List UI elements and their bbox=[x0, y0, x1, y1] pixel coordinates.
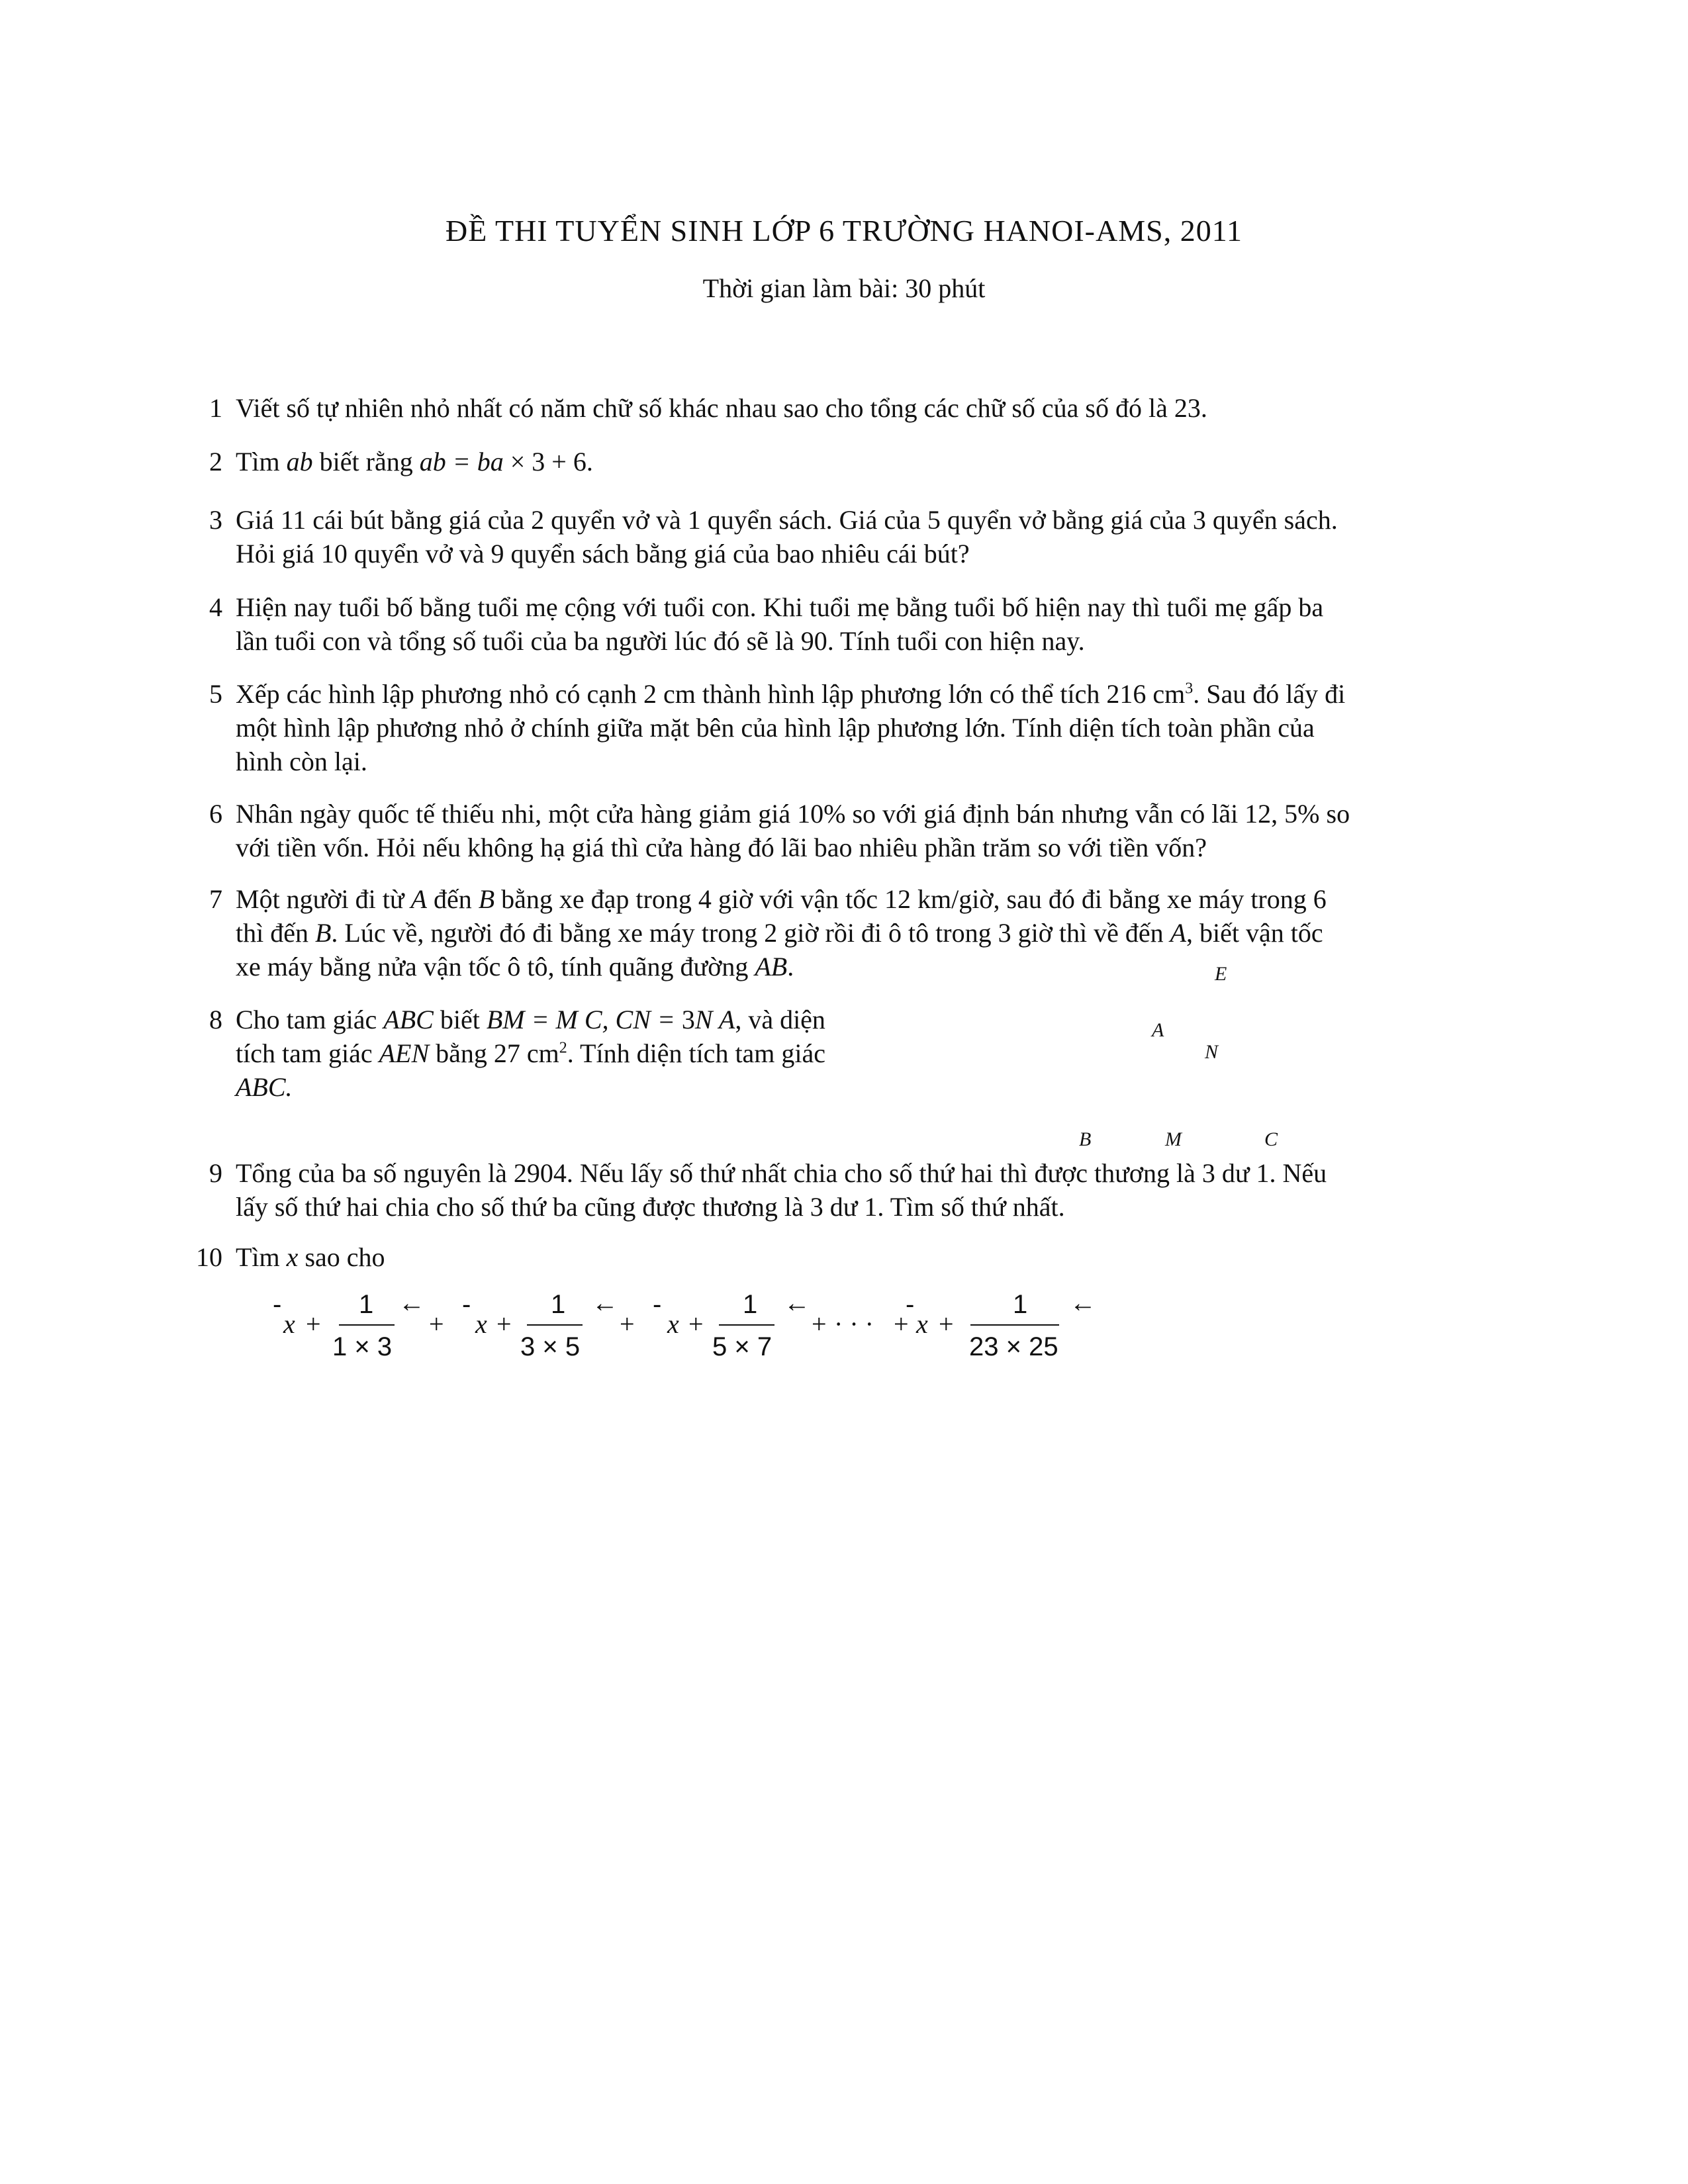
question-text: lần tuổi con và tổng số tuổi của ba người lúc đó sẽ là 90. Tính tuổi con hiện nay. bbox=[236, 626, 1085, 656]
question-number: 10 bbox=[196, 1242, 222, 1272]
question-number: 9 bbox=[209, 1158, 222, 1188]
question-text: Tổng của ba số nguyên là 2904. Nếu lấy số thứ nhất chia cho số thứ hai thì được thương là 3 dư 1. Nếu bbox=[236, 1158, 1327, 1188]
question-text: Tìm x sao cho bbox=[236, 1242, 385, 1272]
denominator: 5 × 7 bbox=[712, 1332, 773, 1361]
numerator: 1 bbox=[1013, 1290, 1028, 1319]
ellipsis: · · · bbox=[834, 1309, 874, 1339]
question-number: 7 bbox=[209, 884, 222, 914]
fraction-bar bbox=[719, 1324, 774, 1326]
bracket-mark: ← bbox=[784, 1289, 810, 1318]
question-number: 5 bbox=[209, 679, 222, 709]
point-label-a: A bbox=[1152, 1019, 1164, 1041]
denominator: 23 × 25 bbox=[969, 1332, 1058, 1361]
numerator: 1 bbox=[359, 1290, 374, 1319]
exam-title: ĐỀ THI TUYỂN SINH LỚP 6 TRƯỜNG HANOI-AMS, 2011 bbox=[445, 214, 1243, 248]
variable-x: x bbox=[667, 1309, 679, 1339]
bracket-mark: ← bbox=[399, 1289, 425, 1318]
denominator: 1 × 3 bbox=[332, 1332, 393, 1361]
question-text: Hiện nay tuổi bố bằng tuổi mẹ cộng với tuổi con. Khi tuổi mẹ bằng tuổi bố hiện nay thì tuổi mẹ gấp ba bbox=[236, 592, 1324, 622]
denominator: 3 × 5 bbox=[520, 1332, 581, 1361]
question-text: thì đến B. Lúc về, người đó đi bằng xe máy trong 2 giờ rồi đi ô tô trong 3 giờ thì về đến A, biết vận tốc bbox=[236, 918, 1323, 948]
plus-sign: + bbox=[688, 1309, 704, 1339]
numerator: 1 bbox=[743, 1290, 758, 1319]
bracket-mark: - bbox=[273, 1290, 282, 1319]
plus-sign: + bbox=[620, 1309, 635, 1339]
variable-x: x bbox=[283, 1309, 295, 1339]
question-number: 4 bbox=[209, 592, 222, 622]
point-label-m: M bbox=[1165, 1128, 1182, 1150]
question-number: 2 bbox=[209, 447, 222, 477]
question-text: Nhân ngày quốc tế thiếu nhi, một cửa hàng giảm giá 10% so với giá định bán nhưng vẫn có lãi 12, 5% so bbox=[236, 799, 1350, 829]
question-text: Cho tam giác ABC biết BM = M C, CN = 3N A, và diện bbox=[236, 1005, 825, 1034]
plus-sign: + bbox=[812, 1309, 827, 1339]
point-label-e: E bbox=[1215, 963, 1227, 985]
question-text: Hỏi giá 10 quyển vở và 9 quyển sách bằng giá của bao nhiêu cái bút? bbox=[236, 539, 970, 569]
plus-sign: + bbox=[496, 1309, 512, 1339]
bracket-mark: ← bbox=[592, 1289, 618, 1318]
plus-sign: + bbox=[429, 1309, 444, 1339]
plus-sign: + bbox=[894, 1309, 909, 1339]
plus-sign: + bbox=[939, 1309, 954, 1339]
question-text: xe máy bằng nửa vận tốc ô tô, tính quãng đường AB. bbox=[236, 952, 794, 981]
exam-duration: Thời gian làm bài: 30 phút bbox=[702, 273, 986, 303]
question-text: Tìm ab biết rằng ab = ba × 3 + 6. bbox=[236, 447, 593, 477]
question-number: 6 bbox=[209, 799, 222, 829]
point-label-n: N bbox=[1205, 1041, 1219, 1063]
fraction-bar bbox=[339, 1324, 395, 1326]
variable-x: x bbox=[475, 1309, 487, 1339]
fraction-bar bbox=[970, 1324, 1059, 1326]
question-number: 3 bbox=[209, 505, 222, 535]
question-text: Viết số tự nhiên nhỏ nhất có năm chữ số khác nhau sao cho tổng các chữ số của số đó là 23. bbox=[236, 393, 1207, 423]
bracket-mark: ← bbox=[1070, 1289, 1096, 1318]
triangle-figure bbox=[1046, 963, 1324, 1168]
question-number: 1 bbox=[209, 393, 222, 423]
question-text: Một người đi từ A đến B bằng xe đạp trong 4 giờ với vận tốc 12 km/giờ, sau đó đi bằng xe máy trong 6 bbox=[236, 884, 1327, 914]
question-text: hình còn lại. bbox=[236, 747, 367, 776]
question-text: Giá 11 cái bút bằng giá của 2 quyển vở và 1 quyển sách. Giá của 5 quyển vở bằng giá của 3 quyển sách. bbox=[236, 505, 1338, 535]
question-text: với tiền vốn. Hỏi nếu không hạ giá thì cửa hàng đó lãi bao nhiêu phần trăm so với tiền vốn? bbox=[236, 833, 1207, 862]
question-text: một hình lập phương nhỏ ở chính giữa mặt bên của hình lập phương lớn. Tính diện tích toàn phần của bbox=[236, 713, 1315, 743]
variable-x: x bbox=[916, 1309, 928, 1339]
question-text: Xếp các hình lập phương nhỏ có cạnh 2 cm thành hình lập phương lớn có thể tích 216 $cm^3$. Sau đó lấy đi bbox=[236, 679, 1346, 709]
bracket-mark: - bbox=[653, 1290, 662, 1319]
point-label-c: C bbox=[1264, 1128, 1278, 1150]
question-text: ABC. bbox=[236, 1072, 293, 1102]
question-number: 8 bbox=[209, 1005, 222, 1034]
point-label-b: B bbox=[1079, 1128, 1092, 1150]
question-text: tích tam giác AEN bằng 27 $cm^2$. Tính diện tích tam giác bbox=[236, 1038, 826, 1068]
bracket-mark: - bbox=[462, 1290, 471, 1319]
fraction-bar bbox=[527, 1324, 583, 1326]
equation bbox=[265, 1289, 1125, 1387]
numerator: 1 bbox=[551, 1290, 566, 1319]
plus-sign: + bbox=[306, 1309, 321, 1339]
question-text: lấy số thứ hai chia cho số thứ ba cũng được thương là 3 dư 1. Tìm số thứ nhất. bbox=[236, 1192, 1065, 1222]
bracket-mark: - bbox=[906, 1290, 915, 1319]
